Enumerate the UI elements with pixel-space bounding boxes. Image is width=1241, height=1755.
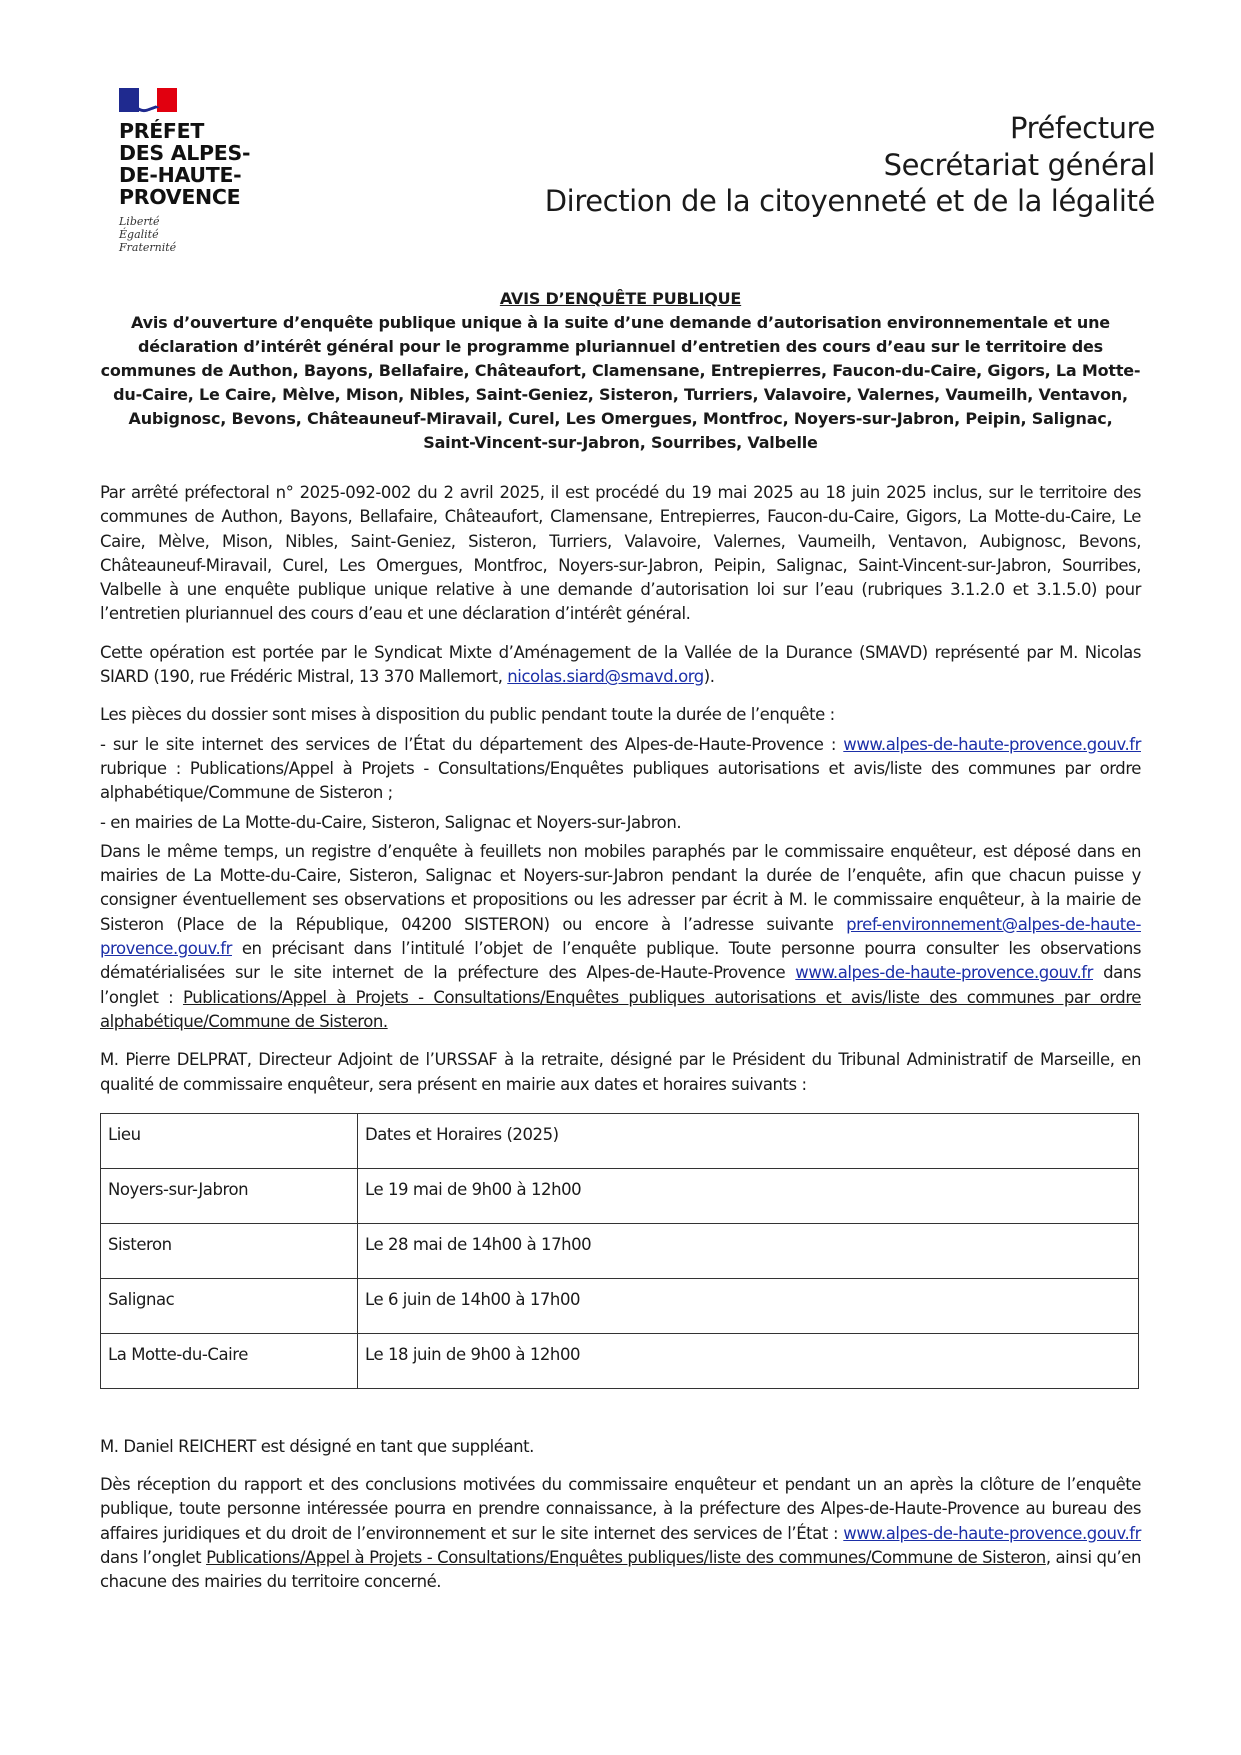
website-path: Publications/Appel à Projets - Consultations/Enquêtes publiques autorisations et avis/liste des communes par ordre alphabétique/Commune de Sisteron. [100, 987, 1141, 1031]
table-cell-date: Le 18 juin de 9h00 à 12h00 [358, 1333, 1139, 1388]
header-line-secretariat: Secrétariat général [883, 147, 1155, 182]
paragraph-documents: Les pièces du dossier sont mises à disposition du public pendant toute la durée de l’enquête : [100, 705, 835, 725]
schedule-table [100, 1113, 1139, 1389]
table-row [101, 1333, 1139, 1388]
notice-title: AVIS D’ENQUÊTE PUBLIQUE [499, 289, 742, 308]
notice-subtitle: Avis d’ouverture d’enquête publique unique à la suite d’une demande d’autorisation environnementale et une déclaration d’intérêt général pour le programme pluriannuel d’entretien des cours d’eau sur le territoire des communes de Authon, Bayons, Bellafaire, Châteaufort, Clamensane, Entrepierres, Faucon-du-Caire, Gigors, La Motte-du-Caire, Le Caire, Mèlve, Mison, Nibles, Saint-Geniez, Sisteron, Turriers, Valavoire, Valernes, Vaumeilh, Ventavon, Aubignosc, Bevons, Châteauneuf-Miravail, Curel, Les Omergues, Montfroc, Noyers-sur-Jabron, Peipin, Salignac, Saint-Vincent-sur-Jabron, Sourribes, Valbelle [100, 313, 1141, 452]
smavd-email-link[interactable]: nicolas.siard@smavd.org [507, 667, 704, 687]
paragraph-commissioner: M. Pierre DELPRAT, Directeur Adjoint de l’URSSAF à la retraite, désigné par le Président du Tribunal Administratif de Marseille, en qualité de commissaire enquêteur, sera présent en mairie aux dates et horaires suivants : [100, 1050, 1141, 1094]
notice-body [100, 481, 1141, 1595]
prefecture-website-link[interactable]: www.alpes-de-haute-provence.gouv.fr [843, 1523, 1141, 1543]
text: Dans le même temps, un registre d’enquête à feuillets non mobiles paraphés par le commissaire enquêteur, est déposé dans en mairies de La Motte-du-Caire, Sisteron, Salignac et Noyers-sur-Jabron pendant la durée de l’enquête, afin que chacun puisse y consigner éventuellement ses observations et propositions ou les adresser par écrit à M. le commissaire enquêteur, à la mairie de Sisteron (Place de la République, 04200 SISTERON) ou encore à l’adresse suivante [100, 841, 1141, 934]
text: Cette opération est portée par le Syndicat Mixte d’Aménagement de la Vallée de la Durance (SMAVD) représenté par M. Nicolas SIARD (190, rue Frédéric Mistral, 13 370 Mallemort, [100, 642, 1141, 687]
marianne-flag-icon [119, 88, 177, 112]
prefecture-name-line: PRÉFET [119, 119, 205, 143]
table-row [101, 1223, 1139, 1278]
header-line-direction: Direction de la citoyenneté et de la légalité [544, 184, 1155, 218]
issuing-service [545, 110, 1155, 220]
text: rubrique : Publications/Appel à Projets - Consultations/Enquêtes publiques autorisations et avis/liste des communes par ordre alphabétique/Commune de Sisteron ; [100, 758, 1141, 803]
table-row [101, 1168, 1139, 1223]
table-cell-place: Noyers-sur-Jabron [101, 1168, 358, 1223]
paragraph-substitute: M. Daniel REICHERT est désigné en tant que suppléant. [100, 1436, 534, 1456]
motto-line: Fraternité [119, 241, 177, 254]
prefecture-name [119, 120, 269, 208]
table-header-row [101, 1113, 1139, 1168]
prefecture-name-line: DE-HAUTE- [119, 163, 242, 187]
table-cell-date: Le 28 mai de 14h00 à 17h00 [358, 1223, 1139, 1278]
table-cell-place: La Motte-du-Caire [101, 1333, 358, 1388]
prefecture-website-link[interactable]: www.alpes-de-haute-provence.gouv.fr [843, 734, 1141, 754]
text: , ainsi qu’en chacune des mairies du territoire concerné. [100, 1548, 1141, 1592]
paragraph-town-halls: - en mairies de La Motte-du-Caire, Sisteron, Salignac et Noyers-sur-Jabron. [100, 812, 682, 832]
motto-line: Égalité [119, 228, 159, 241]
paragraph-website [100, 733, 1141, 806]
text: Dès réception du rapport et des conclusions motivées du commissaire enquêteur et pendant un an après la clôture de l’enquête publique, toute personne intéressée pourra en prendre connaissance, à la préfecture des Alpes-de-Haute-Provence au bureau des affaires juridiques et du droit de l’environnement et sur le site internet des services de l’État : [100, 1475, 1141, 1543]
motto-line: Liberté [119, 215, 160, 228]
environment-email-link[interactable]: pref-environnement@alpes-de-haute-provence.gouv.fr [100, 914, 1141, 959]
header-line-prefecture: Préfecture [1010, 111, 1155, 145]
notice-title-block [100, 287, 1141, 455]
paragraph-register [100, 840, 1141, 1034]
text: dans l’onglet [100, 1548, 207, 1568]
table-cell-date: Le 6 juin de 14h00 à 17h00 [358, 1278, 1139, 1333]
paragraph-decree: Par arrêté préfectoral n° 2025-092-002 du 2 avril 2025, il est procédé du 19 mai 2025 au 18 juin 2025 inclus, sur le territoire des communes de Authon, Bayons, Bellafaire, Châteaufort, Clamensane, Entrepierres, Faucon-du-Caire, Gigors, La Motte-du-Caire, Le Caire, Mèlve, Mison, Nibles, Saint-Geniez, Sisteron, Turriers, Valavoire, Valernes, Vaumeilh, Ventavon, Aubignosc, Bevons, Châteauneuf-Miravail, Curel, Les Omergues, Montfroc, Noyers-sur-Jabron, Peipin, Salignac, Saint-Vincent-sur-Jabron, Sourribes, Valbelle à une enquête publique unique relative à une demande d’autorisation loi sur l’eau (rubriques 3.1.2.0 et 3.1.5.0) pour l’entretien pluriannuel des cours d’eau et une déclaration d’intérêt général. [100, 483, 1141, 624]
paragraph-operator [100, 641, 1141, 690]
prefecture-website-link[interactable]: www.alpes-de-haute-provence.gouv.fr [795, 963, 1093, 983]
table-header-cell: Lieu [101, 1113, 358, 1168]
table-cell-date: Le 19 mai de 9h00 à 12h00 [358, 1168, 1139, 1223]
text: en précisant dans l’intitulé l’objet de l’enquête publique. Toute personne pourra consulter les observations dématérialisées sur le site internet de la préfecture des Alpes-de-Haute-Provence [100, 939, 1141, 983]
prefecture-logo [119, 88, 269, 254]
text: - sur le site internet des services de l’État du département des Alpes-de-Haute-Provence : [100, 734, 844, 754]
table-cell-place: Sisteron [101, 1223, 358, 1278]
republic-motto [119, 215, 269, 254]
text: dans l’onglet : [100, 963, 1141, 1007]
website-path: Publications/Appel à Projets - Consultations/Enquêtes publiques/liste des communes/Commune de Sisteron [206, 1548, 1046, 1568]
text: ). [703, 667, 715, 687]
paragraph-report [100, 1473, 1141, 1594]
table-cell-place: Salignac [101, 1278, 358, 1333]
prefecture-name-line: DES ALPES- [119, 141, 251, 165]
table-header-cell: Dates et Horaires (2025) [358, 1113, 1139, 1168]
prefecture-name-line: PROVENCE [119, 185, 241, 209]
table-row [101, 1278, 1139, 1333]
